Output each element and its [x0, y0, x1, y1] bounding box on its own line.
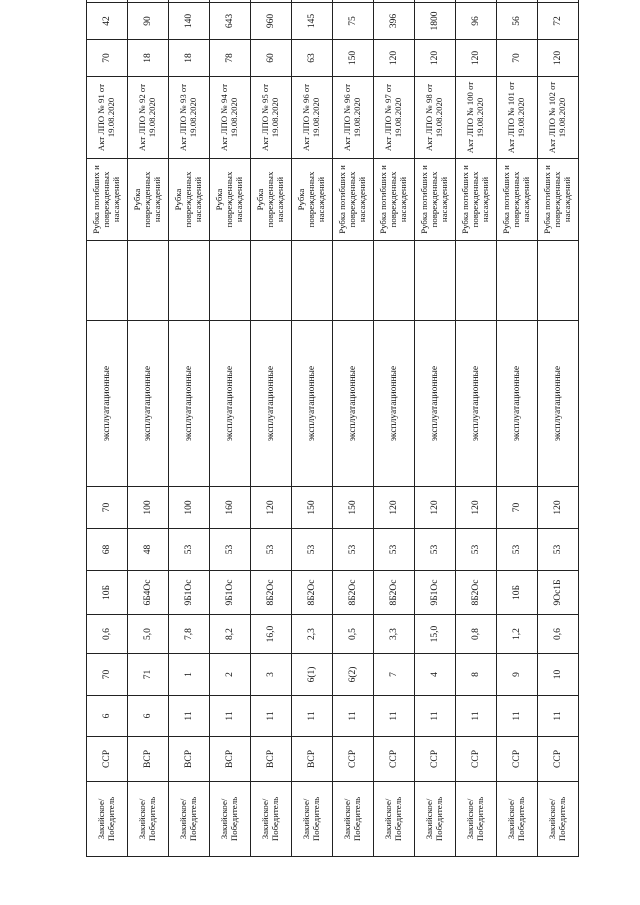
cutting-type-cell: ВСР — [251, 737, 292, 782]
cutting-type-cell: ССР — [87, 737, 128, 782]
act-cell: Акт ЛПО № 91 от 19.08.2020 — [87, 77, 128, 159]
rotated-table-container — [86, 11, 579, 857]
act-cell: Акт ЛПО № 92 от 19.08.2020 — [128, 77, 169, 159]
forest-category-cell: эксплуатационные — [374, 321, 415, 487]
area-cell: 16,0 — [251, 615, 292, 654]
age-cell: 48 — [128, 529, 169, 571]
volume-per-ha-cell: 150 — [333, 40, 374, 77]
table-row — [415, 0, 456, 857]
volume-per-ha-cell: 18 — [169, 40, 210, 77]
empty-cell — [497, 241, 538, 321]
forestry-cell: Закийское/ Победитель — [456, 782, 497, 857]
composition-cell: 10Б — [87, 571, 128, 615]
age-class-cell: 150 — [333, 487, 374, 529]
quarter-cell: 6 — [87, 696, 128, 737]
forestry-cell: Закийское/ Победитель — [87, 782, 128, 857]
table-row — [497, 0, 538, 857]
total-volume-cell: 145 — [292, 3, 333, 40]
forest-category-cell: эксплуатационные — [128, 321, 169, 487]
quarter-cell: 11 — [538, 696, 579, 737]
cutting-form-cell: Рубка поврежденных насаждений — [169, 159, 210, 241]
total-volume-cell: 96 — [456, 3, 497, 40]
total-volume-cell: 56 — [497, 3, 538, 40]
act-cell: Акт ЛПО № 102 от 19.08.2020 — [538, 77, 579, 159]
total-volume-cell: 960 — [251, 3, 292, 40]
area-cell: 2,3 — [292, 615, 333, 654]
act-cell: Акт ЛПО № 94 от 19.08.2020 — [210, 77, 251, 159]
act-cell: Акт ЛПО № 95 от 19.08.2020 — [251, 77, 292, 159]
empty-cell — [456, 241, 497, 321]
empty-cell — [210, 241, 251, 321]
total-volume-cell: 90 — [128, 3, 169, 40]
age-class-cell: 150 — [292, 487, 333, 529]
forest-category-cell: эксплуатационные — [497, 321, 538, 487]
age-cell: 53 — [415, 529, 456, 571]
empty-cell — [415, 241, 456, 321]
empty-cell — [128, 241, 169, 321]
cutting-type-cell: ВСР — [169, 737, 210, 782]
area-cell: 0,6 — [87, 615, 128, 654]
cutting-form-cell: Рубка погибших и поврежденных насаждений — [538, 159, 579, 241]
forestry-cell: Закийское/ Победитель — [292, 782, 333, 857]
forest-cutting-table — [86, 0, 579, 857]
quarter-cell: 11 — [251, 696, 292, 737]
table-row — [456, 0, 497, 857]
plot-cell: 2 — [210, 654, 251, 696]
quarter-cell: 11 — [374, 696, 415, 737]
total-volume-cell: 396 — [374, 3, 415, 40]
stock-cell — [374, 0, 415, 3]
forest-category-cell: эксплуатационные — [292, 321, 333, 487]
act-cell: Акт ЛПО № 98 от 19.08.2020 — [415, 77, 456, 159]
composition-cell: 9Ос1Б — [538, 571, 579, 615]
cutting-form-cell: Рубка поврежденных насаждений — [251, 159, 292, 241]
composition-cell: 8Б2Ос — [292, 571, 333, 615]
area-cell: 15,0 — [415, 615, 456, 654]
cutting-form-cell: Рубка погибших и поврежденных насаждений — [374, 159, 415, 241]
quarter-cell: 11 — [169, 696, 210, 737]
cutting-type-cell: ССР — [456, 737, 497, 782]
forestry-cell: Закийское/ Победитель — [128, 782, 169, 857]
cutting-type-cell: ВСР — [128, 737, 169, 782]
quarter-cell: 6 — [128, 696, 169, 737]
composition-cell: 6Б4Ос — [128, 571, 169, 615]
volume-per-ha-cell: 63 — [292, 40, 333, 77]
table-row — [251, 0, 292, 857]
age-cell: 53 — [251, 529, 292, 571]
plot-cell: 8 — [456, 654, 497, 696]
age-class-cell: 120 — [251, 487, 292, 529]
quarter-cell: 11 — [333, 696, 374, 737]
forest-category-cell: эксплуатационные — [210, 321, 251, 487]
forestry-cell: Закийское/ Победитель — [538, 782, 579, 857]
cutting-type-cell: ССР — [374, 737, 415, 782]
cutting-form-cell: Рубка поврежденных насаждений — [210, 159, 251, 241]
empty-cell — [292, 241, 333, 321]
volume-per-ha-cell: 60 — [251, 40, 292, 77]
area-cell: 3,3 — [374, 615, 415, 654]
volume-per-ha-cell: 120 — [456, 40, 497, 77]
age-cell: 53 — [374, 529, 415, 571]
area-cell: 0,8 — [456, 615, 497, 654]
age-cell: 53 — [456, 529, 497, 571]
age-cell: 68 — [87, 529, 128, 571]
composition-cell: 8Б2Ос — [374, 571, 415, 615]
composition-cell: 8Б2Ос — [333, 571, 374, 615]
age-cell: 53 — [292, 529, 333, 571]
empty-cell — [87, 241, 128, 321]
forestry-cell: Закийское/ Победитель — [415, 782, 456, 857]
forest-category-cell: эксплуатационные — [251, 321, 292, 487]
area-cell: 8,2 — [210, 615, 251, 654]
area-cell: 0,5 — [333, 615, 374, 654]
age-class-cell: 120 — [415, 487, 456, 529]
cutting-type-cell: ВСР — [210, 737, 251, 782]
forest-category-cell: эксплуатационные — [169, 321, 210, 487]
age-class-cell: 120 — [456, 487, 497, 529]
act-cell: Акт ЛПО № 96 от 19.08.2020 — [333, 77, 374, 159]
table-row — [128, 0, 169, 857]
forestry-cell: Закийское/ Победитель — [374, 782, 415, 857]
cutting-form-cell: Рубка поврежденных насаждений — [292, 159, 333, 241]
table-row — [87, 0, 128, 857]
stock-cell — [538, 0, 579, 3]
stock-cell — [456, 0, 497, 3]
plot-cell: 10 — [538, 654, 579, 696]
total-volume-cell: 1800 — [415, 3, 456, 40]
forestry-cell: Закийское/ Победитель — [333, 782, 374, 857]
empty-cell — [374, 241, 415, 321]
cutting-form-cell: Рубка погибших и поврежденных насаждений — [415, 159, 456, 241]
area-cell: 5,0 — [128, 615, 169, 654]
plot-cell: 1 — [169, 654, 210, 696]
composition-cell: 9Б1Ос — [169, 571, 210, 615]
plot-cell: 9 — [497, 654, 538, 696]
quarter-cell: 11 — [497, 696, 538, 737]
cutting-type-cell: ВСР — [292, 737, 333, 782]
stock-cell — [497, 0, 538, 3]
age-cell: 53 — [333, 529, 374, 571]
quarter-cell: 11 — [210, 696, 251, 737]
table-row — [333, 0, 374, 857]
composition-cell: 8Б2Ос — [456, 571, 497, 615]
empty-cell — [333, 241, 374, 321]
age-class-cell: 120 — [538, 487, 579, 529]
age-class-cell: 120 — [374, 487, 415, 529]
composition-cell: 10Б — [497, 571, 538, 615]
forestry-cell: Закийское/ Победитель — [169, 782, 210, 857]
area-cell: 1,2 — [497, 615, 538, 654]
cutting-type-cell: ССР — [538, 737, 579, 782]
forestry-cell: Закийское/ Победитель — [210, 782, 251, 857]
act-cell: Акт ЛПО № 100 от 19.08.2020 — [456, 77, 497, 159]
volume-per-ha-cell: 120 — [538, 40, 579, 77]
cutting-form-cell: Рубка погибших и поврежденных насаждений — [497, 159, 538, 241]
volume-per-ha-cell: 70 — [497, 40, 538, 77]
stock-cell — [292, 0, 333, 3]
forest-category-cell: эксплуатационные — [538, 321, 579, 487]
plot-cell: 6(2) — [333, 654, 374, 696]
plot-cell: 70 — [87, 654, 128, 696]
forestry-cell: Закийское/ Победитель — [497, 782, 538, 857]
total-volume-cell: 140 — [169, 3, 210, 40]
act-cell: Акт ЛПО № 97 от 19.08.2020 — [374, 77, 415, 159]
plot-cell: 4 — [415, 654, 456, 696]
composition-cell: 9Б1Ос — [210, 571, 251, 615]
empty-cell — [538, 241, 579, 321]
forest-category-cell: эксплуатационные — [333, 321, 374, 487]
stock-cell — [415, 0, 456, 3]
total-volume-cell: 643 — [210, 3, 251, 40]
plot-cell: 71 — [128, 654, 169, 696]
act-cell: Акт ЛПО № 93 от 19.08.2020 — [169, 77, 210, 159]
forestry-cell: Закийское/ Победитель — [251, 782, 292, 857]
table-row — [538, 0, 579, 857]
empty-cell — [169, 241, 210, 321]
stock-cell — [87, 0, 128, 3]
cutting-type-cell: ССР — [415, 737, 456, 782]
age-class-cell: 70 — [87, 487, 128, 529]
composition-cell: 8Б2Ос — [251, 571, 292, 615]
age-cell: 53 — [169, 529, 210, 571]
cutting-form-cell: Рубка погибших и поврежденных насаждений — [87, 159, 128, 241]
forest-category-cell: эксплуатационные — [87, 321, 128, 487]
table-row — [210, 0, 251, 857]
cutting-form-cell: Рубка погибших и поврежденных насаждений — [456, 159, 497, 241]
plot-cell: 3 — [251, 654, 292, 696]
stock-cell — [169, 0, 210, 3]
act-cell: Акт ЛПО № 96 от 19.08.2020 — [292, 77, 333, 159]
plot-cell: 7 — [374, 654, 415, 696]
quarter-cell: 11 — [292, 696, 333, 737]
table-row — [169, 0, 210, 857]
quarter-cell: 11 — [415, 696, 456, 737]
cutting-type-cell: ССР — [333, 737, 374, 782]
table-row — [292, 0, 333, 857]
cutting-form-cell: Рубка поврежденных насаждений — [128, 159, 169, 241]
volume-per-ha-cell: 120 — [374, 40, 415, 77]
plot-cell: 6(1) — [292, 654, 333, 696]
composition-cell: 9Б1Ос — [415, 571, 456, 615]
age-cell: 53 — [497, 529, 538, 571]
total-volume-cell: 42 — [87, 3, 128, 40]
table-row — [374, 0, 415, 857]
quarter-cell: 11 — [456, 696, 497, 737]
volume-per-ha-cell: 78 — [210, 40, 251, 77]
stock-cell — [333, 0, 374, 3]
cutting-form-cell: Рубка погибших и поврежденных насаждений — [333, 159, 374, 241]
age-class-cell: 100 — [128, 487, 169, 529]
age-cell: 53 — [538, 529, 579, 571]
volume-per-ha-cell: 120 — [415, 40, 456, 77]
volume-per-ha-cell: 18 — [128, 40, 169, 77]
total-volume-cell: 75 — [333, 3, 374, 40]
forest-category-cell: эксплуатационные — [415, 321, 456, 487]
forest-category-cell: эксплуатационные — [456, 321, 497, 487]
cutting-type-cell: ССР — [497, 737, 538, 782]
age-cell: 53 — [210, 529, 251, 571]
area-cell: 0,6 — [538, 615, 579, 654]
age-class-cell: 160 — [210, 487, 251, 529]
total-volume-cell: 72 — [538, 3, 579, 40]
empty-cell — [251, 241, 292, 321]
stock-cell — [251, 0, 292, 3]
stock-cell — [210, 0, 251, 3]
volume-per-ha-cell: 70 — [87, 40, 128, 77]
stock-cell — [128, 0, 169, 3]
age-class-cell: 70 — [497, 487, 538, 529]
area-cell: 7,8 — [169, 615, 210, 654]
table-body — [87, 0, 579, 857]
act-cell: Акт ЛПО № 101 от 19.08.2020 — [497, 77, 538, 159]
age-class-cell: 100 — [169, 487, 210, 529]
